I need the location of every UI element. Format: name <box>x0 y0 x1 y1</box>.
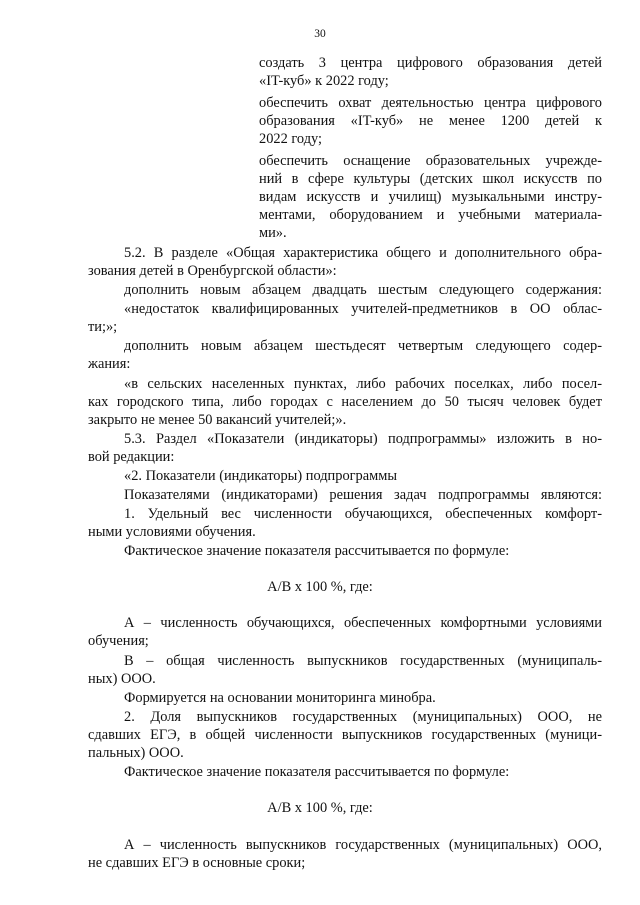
text-line: закрыто не менее 50 вакансий учителей;». <box>88 412 347 428</box>
text-line: пальных) ООО. <box>88 745 184 761</box>
text-line: не сдавших ЕГЭ в основные сроки; <box>88 855 306 871</box>
text-line: 5.2. В разделе «Общая характеристика общего и дополнительного обра- <box>124 245 602 261</box>
section-heading: «2. Показатели (индикаторы) подпрограммы <box>124 468 398 484</box>
text-line: создать 3 центра цифрового образования детей <box>259 55 602 71</box>
text-line: 1. Удельный вес численности обучающихся, обеспеченных комфорт- <box>124 506 602 522</box>
text-line: 5.3. Раздел «Показатели (индикаторы) подпрограммы» изложить в но- <box>124 431 602 447</box>
text-line: видам искусств и училищ) музыкальными инстру- <box>259 189 602 205</box>
text-line: «недостаток квалифицированных учителей-предметников в ОО облас- <box>124 301 602 317</box>
text-line: ных) ООО. <box>88 671 156 687</box>
text-line: ными условиями обучения. <box>88 524 256 540</box>
text-line: В – общая численность выпускников государственных (муниципаль- <box>124 653 602 669</box>
text-line: обучения; <box>88 633 149 649</box>
text-line: обеспечить оснащение образовательных учрежде- <box>259 153 602 169</box>
text-line: «в сельских населенных пунктах, либо рабочих поселках, либо посел- <box>124 376 602 392</box>
text-line: ти;»; <box>88 319 118 335</box>
text-line: сдавших ЕГЭ, в общей численности выпускников государственных (муници- <box>88 727 602 743</box>
formula: A/B x 100 %, где: <box>267 800 373 816</box>
page-number: 30 <box>314 28 326 40</box>
text-line: обеспечить охват деятельностью центра цифрового <box>259 95 602 111</box>
text-line: Фактическое значение показателя рассчитывается по формуле: <box>124 543 510 559</box>
text-line: 2022 году; <box>259 131 323 147</box>
text-line: жания: <box>88 356 131 372</box>
text-line: Фактическое значение показателя рассчитывается по формуле: <box>124 764 510 780</box>
text-line: ментами, оборудованием и учебными материала- <box>259 207 602 223</box>
text-line: ний в сфере культуры (детских школ искусств по <box>259 171 602 187</box>
text-line: дополнить новым абзацем двадцать шестым следующего содержания: <box>124 282 602 298</box>
text-line: Формируется на основании мониторинга минобра. <box>124 690 436 706</box>
text-line: вой редакции: <box>88 449 175 465</box>
text-line: А – численность выпускников государственных (муниципальных) ООО, <box>124 837 602 853</box>
text-line: ми». <box>259 225 287 241</box>
text-line: образования «IT-куб» не менее 1200 детей к <box>259 113 602 129</box>
text-line: ках городского типа, либо городах с населением до 50 тысяч человек будет <box>88 394 602 410</box>
text-line: Показателями (индикаторами) решения задач подпрограммы являются: <box>124 487 602 503</box>
text-line: дополнить новым абзацем шестьдесят четвертым следующего содер- <box>124 338 602 354</box>
text-line: 2. Доля выпускников государственных (муниципальных) ООО, не <box>124 709 602 725</box>
text-line: А – численность обучающихся, обеспеченных комфортными условиями <box>124 615 602 631</box>
text-line: «IT-куб» к 2022 году; <box>259 73 389 89</box>
text-line: зования детей в Оренбургской области»: <box>88 263 337 279</box>
formula: A/B x 100 %, где: <box>267 579 373 595</box>
